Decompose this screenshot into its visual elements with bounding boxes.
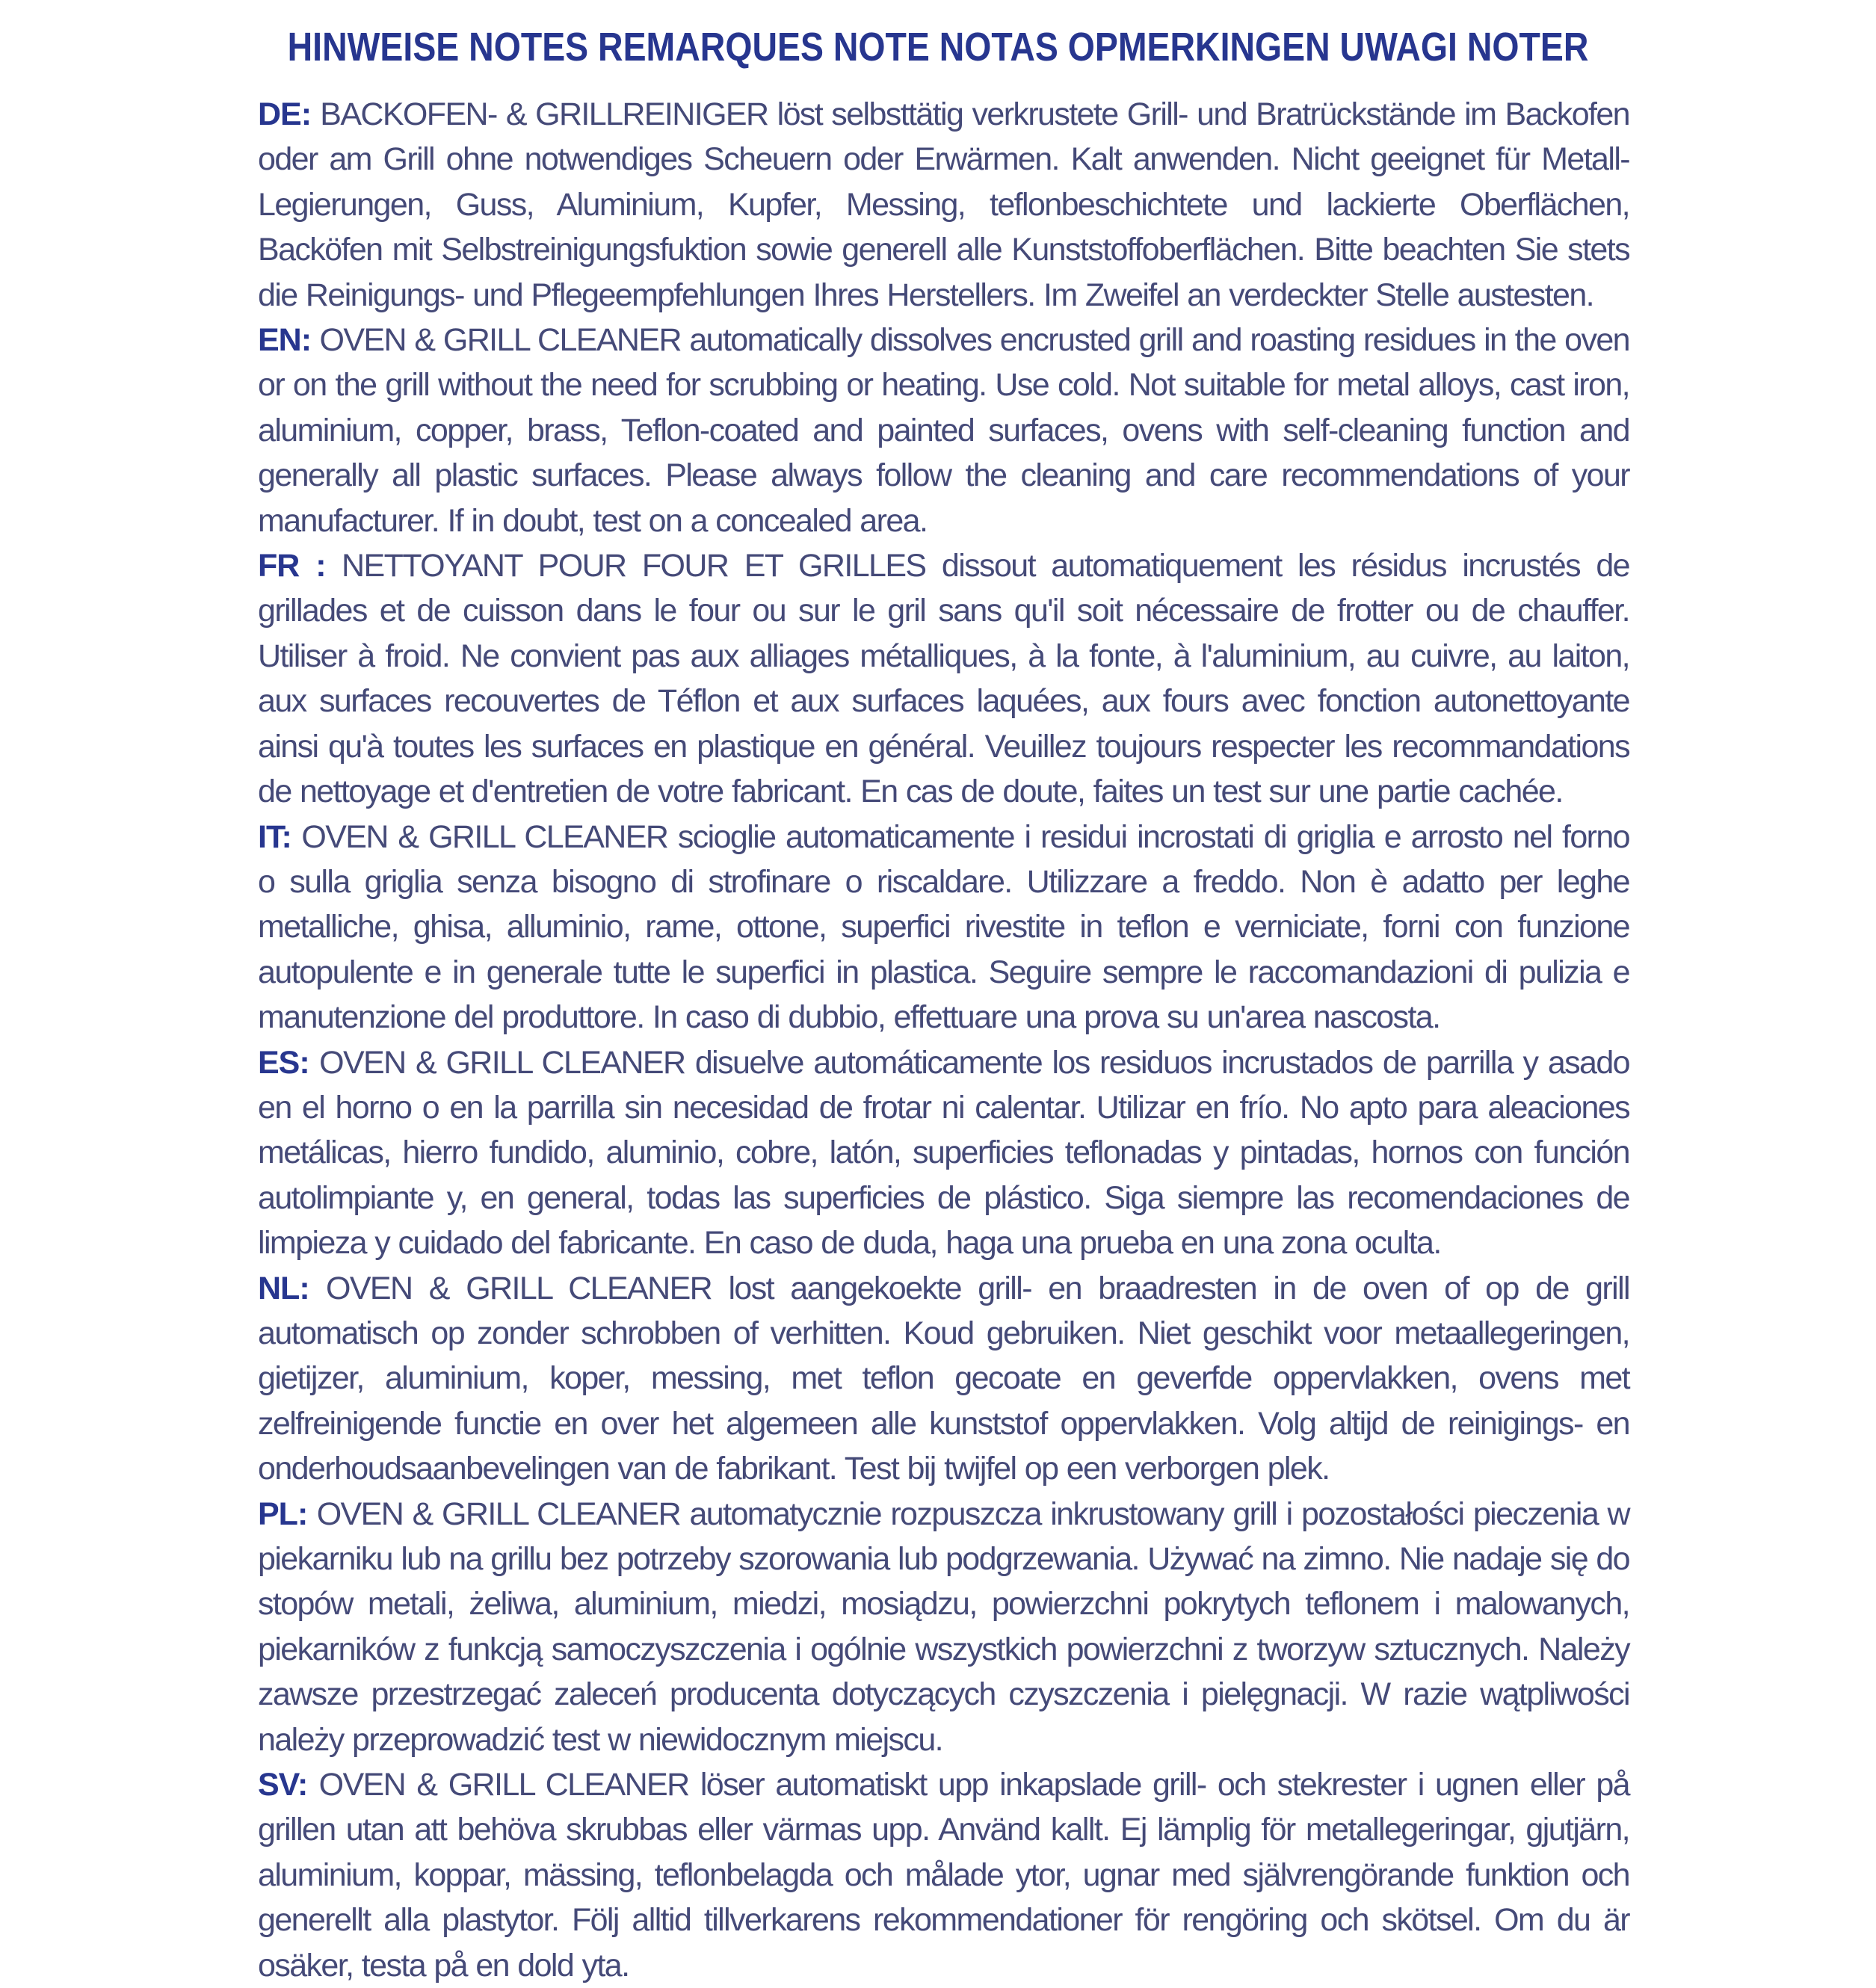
language-code-de: DE:	[258, 96, 312, 132]
language-code-en: EN:	[258, 322, 312, 359]
language-code-es: ES:	[258, 1044, 309, 1081]
note-text-es: OVEN & GRILL CLEANER disuelve automáticamente los residuos incrustados de parrilla y asado en el horno o en la parrilla sin necesidad de frotar ni calentar. Utilizar en frío. No apto para aleaciones metálicas, hierro fundido, aluminio, cobre, latón, superficies teflonadas y pintadas, hornos con función autolimpiante y, en general, todas las superficies de plástico. Siga siempre las recomendaciones de limpieza y cuidado del fabricante. En caso de duda, haga una prueba en una zona oculta.	[258, 1044, 1629, 1262]
note-text-nl: OVEN & GRILL CLEANER lost aangekoekte grill- en braadresten in de oven of op de grill automatisch op zonder schrobben of verhitten. Koud gebruiken. Niet geschikt voor metaallegeringen, gietijzer, aluminium, koper, messing, met teflon gecoate en geverfde oppervlakken, ovens met zelfreinigende functie en over het algemeen alle kunststof oppervlakken. Volg altijd de reinigings- en onderhoudsaanbevelingen van de fabrikant. Test bij twijfel op een verborgen plek.	[258, 1270, 1629, 1487]
language-code-fr: FR :	[258, 548, 326, 584]
note-paragraph-de	[258, 92, 1629, 318]
note-text-de: BACKOFEN- & GRILLREINIGER löst selbsttätig verkrustete Grill- und Bratrückstände im Backofen oder am Grill ohne notwendiges Scheuern oder Erwärmen. Kalt anwenden. Nicht geeignet für Metall-Legierungen, Guss, Aluminium, Kupfer, Messing, teflonbeschichtete und lackierte Oberflächen, Backöfen mit Selbstreinigungsfuktion sowie generell alle Kunststoffoberflächen. Bitte beachten Sie stets die Reinigungs- und Pflegeempfehlungen Ihres Herstellers. Im Zweifel an verdeckter Stelle austesten.	[258, 96, 1629, 313]
note-paragraph-sv	[258, 1762, 1629, 1988]
note-paragraph-it	[258, 815, 1629, 1040]
page-title: HINWEISE NOTES REMARQUES NOTE NOTAS OPMERKINGEN UWAGI NOTER	[287, 25, 1589, 70]
language-code-it: IT:	[258, 818, 291, 855]
note-text-it: OVEN & GRILL CLEANER scioglie automaticamente i residui incrostati di griglia e arrosto nel forno o sulla griglia senza bisogno di strofinare o riscaldare. Utilizzare a freddo. Non è adatto per leghe metalliche, ghisa, alluminio, rame, ottone, superfici rivestite in teflon e verniciate, forni con funzione autopulente e in generale tutte le superfici in plastica. Seguire sempre le raccomandazioni di pulizia e manutenzione del produttore. In caso di dubbio, effettuare una prova su un'area nascosta.	[258, 818, 1629, 1036]
notes-body	[258, 92, 1629, 1988]
language-code-pl: PL:	[258, 1495, 308, 1532]
note-text-en: OVEN & GRILL CLEANER automatically dissolves encrusted grill and roasting residues in the oven or on the grill without the need for scrubbing or heating. Use cold. Not suitable for metal alloys, cast iron, aluminium, copper, brass, Teflon-coated and painted surfaces, ovens with self-cleaning function and generally all plastic surfaces. Please always follow the cleaning and care recommendations of your manufacturer. If in doubt, test on a concealed area.	[258, 322, 1630, 539]
note-text-fr: NETTOYANT POUR FOUR ET GRILLES dissout automatiquement les résidus incrustés de grillades et de cuisson dans le four ou sur le gril sans qu'il soit nécessaire de frotter ou de chauffer. Utiliser à froid. Ne convient pas aux alliages métalliques, à la fonte, à l'aluminium, au cuivre, au laiton, aux surfaces recouvertes de Téflon et aux surfaces laquées, aux fours avec fonction autonettoyante ainsi qu'à toutes les surfaces en plastique en général. Veuillez toujours respecter les recommandations de nettoyage et d'entretien de votre fabricant. En cas de doute, faites un test sur une partie cachée.	[258, 548, 1629, 810]
note-paragraph-pl	[258, 1492, 1629, 1762]
note-paragraph-fr	[258, 543, 1629, 814]
note-text-sv: OVEN & GRILL CLEANER löser automatiskt upp inkapslade grill- och stekrester i ugnen eller på grillen utan att behöva skrubbas eller värmas upp. Använd kallt. Ej lämplig för metallegeringar, gjutjärn, aluminium, koppar, mässing, teflonbelagda och målade ytor, ugnar med självrengörande funktion och generellt alla plastytor. Följ alltid tillverkarens rekommendationer för rengöring och skötsel. Om du är osäker, testa på en dold yta.	[258, 1767, 1629, 1984]
language-code-sv: SV:	[258, 1767, 308, 1803]
note-paragraph-nl	[258, 1266, 1629, 1492]
note-paragraph-en	[258, 318, 1629, 543]
note-paragraph-es	[258, 1040, 1629, 1266]
language-code-nl: NL:	[258, 1270, 309, 1306]
note-text-pl: OVEN & GRILL CLEANER automatycznie rozpuszcza inkrustowany grill i pozostałości pieczenia w piekarniku lub na grillu bez potrzeby szorowania lub podgrzewania. Używać na zimno. Nie nadaje się do stopów metali, żeliwa, aluminium, miedzi, mosiądzu, powierzchni pokrytych teflonem i malowanych, piekarników z funkcją samoczyszczenia i ogólnie wszystkich powierzchni z tworzyw sztucznych. Należy zawsze przestrzegać zaleceń producenta dotyczących czyszczenia i pielęgnacji. W razie wątpliwości należy przeprowadzić test w niewidocznym miejscu.	[258, 1495, 1629, 1758]
